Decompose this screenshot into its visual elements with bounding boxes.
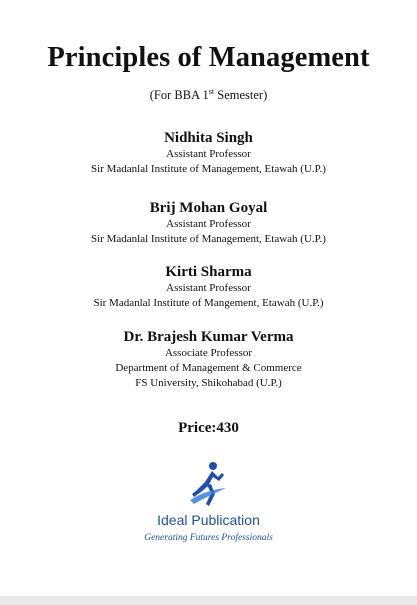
author-affiliation: FS University, Shikohabad (U.P.) <box>135 377 282 389</box>
author-block <box>0 328 417 391</box>
page-bottom-strip <box>0 596 417 605</box>
author-role: Associate Professor <box>164 347 253 359</box>
book-title: Principles of Management <box>47 42 370 73</box>
book-subtitle <box>0 88 417 103</box>
publisher-tagline: Generating Futures Professionals <box>144 533 273 543</box>
author-name: Brij Mohan Goyal <box>149 200 268 216</box>
author-affiliation: Sir Madanlal Institute of Management, Etawah (U.P.) <box>91 163 326 175</box>
author-block <box>0 199 417 247</box>
book-price: Price:430 <box>178 420 239 436</box>
publisher-name: Ideal Publication <box>157 512 260 528</box>
author-affiliation: Sir Madanlal Institute of Mangement, Etawah (U.P.) <box>93 297 324 309</box>
author-role: Assistant Professor <box>166 282 251 294</box>
running-figure-icon <box>186 460 232 510</box>
author-block <box>0 129 417 177</box>
subtitle-suffix: Semester) <box>214 88 268 102</box>
author-name: Kirti Sharma <box>165 264 252 280</box>
author-block <box>0 263 417 311</box>
subtitle-prefix: (For BBA 1 <box>149 88 209 102</box>
author-role: Assistant Professor <box>166 218 251 230</box>
subtitle-superscript: st <box>208 87 215 96</box>
author-name: Dr. Brajesh Kumar Verma <box>123 329 294 345</box>
publisher-logo <box>0 460 417 510</box>
author-department: Department of Management & Commerce <box>115 362 302 374</box>
author-affiliation: Sir Madanlal Institute of Management, Etawah (U.P.) <box>91 233 326 245</box>
author-name: Nidhita Singh <box>164 130 253 146</box>
author-role: Assistant Professor <box>166 148 251 160</box>
